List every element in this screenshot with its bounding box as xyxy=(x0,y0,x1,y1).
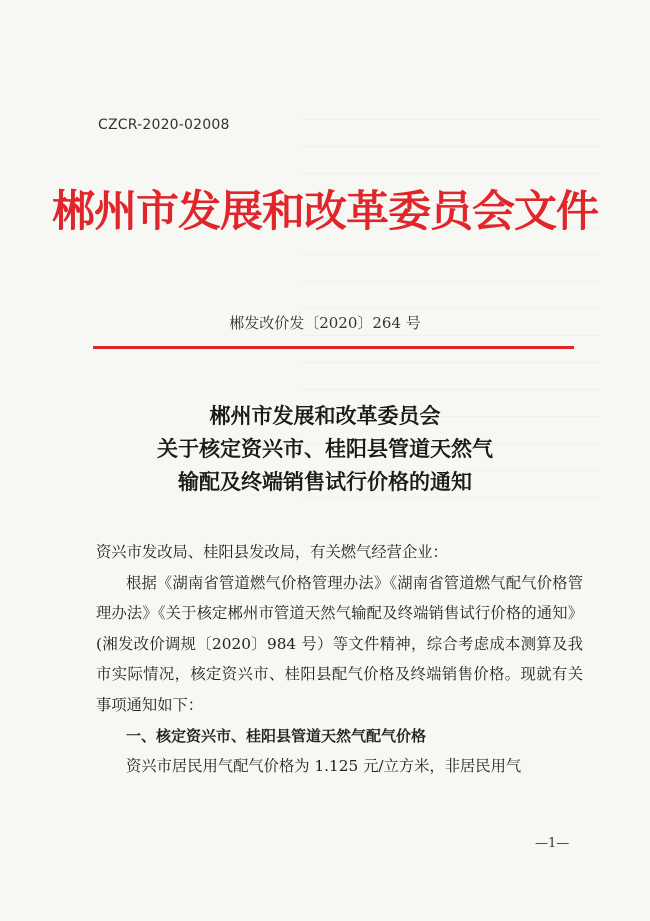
notice-title-line-1: 郴州市发展和改革委员会 xyxy=(209,404,441,428)
red-divider-line xyxy=(93,346,574,349)
notice-title-line-2: 关于核定资兴市、桂阳县管道天然气 xyxy=(157,437,493,461)
section-heading-1: 一、核定资兴市、桂阳县管道天然气配气价格 xyxy=(126,726,427,745)
body-paragraph-2: 资兴市居民用气配气价格为 1.125 元/立方米，非居民用气 xyxy=(126,757,522,776)
document-code: CZCR-2020-02008 xyxy=(98,117,230,133)
masthead-title: 郴州市发展和改革委员会文件 xyxy=(52,187,598,237)
document-number: 郴发改价发〔2020〕264 号 xyxy=(229,314,421,332)
notice-title-line-3: 输配及终端销售试行价格的通知 xyxy=(178,470,472,494)
document-body xyxy=(96,537,583,782)
salutation: 资兴市发改局、桂阳县发改局，有关燃气经营企业： xyxy=(96,543,448,561)
page-number: —1— xyxy=(535,836,570,851)
notice-title xyxy=(0,400,650,499)
body-paragraph-1: 根据《湖南省管道燃气价格管理办法》《湖南省管道燃气配气价格管理办法》《关于核定郴州市管道天然气输配及终端销售试行价格的通知》(湘发改价调规〔2020〕984 号）等文件精神，综合考虑成本测算及我市实际情况，核定资兴市、桂阳县配气价格及终端销售价格。现就有关事项通知如下： xyxy=(96,573,583,714)
